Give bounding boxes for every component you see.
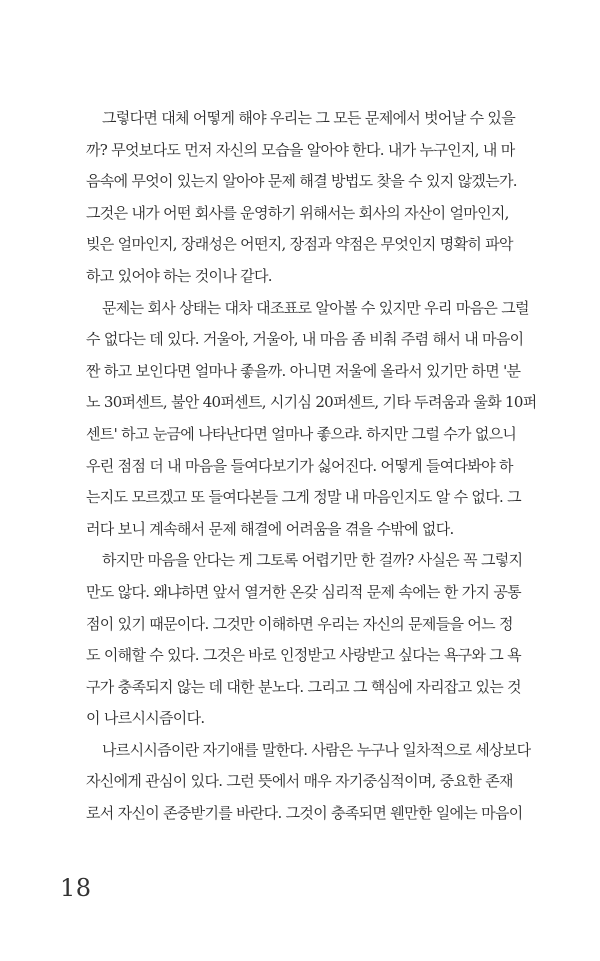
paragraph-3	[86, 545, 556, 735]
text-line: 노 30퍼센트, 불안 40퍼센트, 시기심 20퍼센트, 기타 두려움과 울화 10퍼	[86, 393, 537, 412]
text-line: 음속에 무엇이 있는지 알아야 문제 해결 방법도 찾을 수 있지 않겠는가.	[86, 172, 517, 191]
text-line: 하고 있어야 하는 것이나 같다.	[86, 266, 272, 285]
text-line: 점이 있기 때문이다. 그것만 이해하면 우리는 자신의 문제들을 어느 정	[86, 614, 513, 633]
text-line: 로서 자신이 존중받기를 바란다. 그것이 충족되면 웬만한 일에는 마음이	[86, 804, 523, 823]
text-line: 그렇다면 대체 어떻게 해야 우리는 그 모든 문제에서 벗어날 수 있을	[102, 109, 516, 127]
text-line: 도 이해할 수 있다. 그것은 바로 인정받고 사랑받고 싶다는 욕구와 그 욕	[86, 646, 521, 665]
paragraph-2	[86, 293, 556, 546]
text-line: 까? 무엇보다도 먼저 자신의 모습을 알아야 한다. 내가 누구인지, 내 마	[86, 140, 515, 159]
text-line: 문제는 회사 상태는 대차 대조표로 알아볼 수 있지만 우리 마음은 그럴	[102, 298, 529, 317]
text-line: 수 없다는 데 있다. 거울아, 거울아, 내 마음 좀 비춰 주렴 해서 내 마음이	[86, 330, 524, 349]
text-line: 빚은 얼마인지, 장래성은 어떤지, 장점과 약점은 무엇인지 명확히 파악	[86, 235, 513, 254]
text-line: 짠 하고 보인다면 얼마나 좋을까. 아니면 저울에 올라서 있기만 하면 '분	[86, 361, 521, 380]
text-line: 그것은 내가 어떤 회사를 운영하기 위해서는 회사의 자산이 얼마인지,	[86, 203, 509, 222]
text-line: 구가 충족되지 않는 데 대한 분노다. 그리고 그 핵심에 자리잡고 있는 것	[86, 677, 521, 696]
text-line: 러다 보니 계속해서 문제 해결에 어려움을 겪을 수밖에 없다.	[86, 519, 454, 538]
text-line: 는지도 모르겠고 또 들여다본들 그게 정말 내 마음인지도 알 수 없다. 그	[86, 488, 521, 507]
text-line: 나르시시즘이란 자기애를 말한다. 사람은 누구나 일차적으로 세상보다	[102, 740, 531, 759]
text-line: 이 나르시시즘이다.	[86, 709, 205, 728]
text-line: 우린 점점 더 내 마음을 들여다보기가 싫어진다. 어떻게 들여다봐야 하	[86, 456, 513, 475]
paragraph-1	[86, 103, 556, 293]
text-line: 센트' 하고 눈금에 나타난다면 얼마나 좋으랴. 하지만 그럴 수가 없으니	[86, 424, 517, 443]
body-text	[86, 103, 556, 830]
text-line: 자신에게 관심이 있다. 그런 뜻에서 매우 자기중심적이며, 중요한 존재	[86, 772, 513, 791]
text-line: 만도 않다. 왜냐하면 앞서 열거한 온갖 심리적 문제 속에는 한 가지 공통	[86, 582, 521, 601]
paragraph-4	[86, 735, 556, 830]
page-number: 18	[60, 874, 92, 902]
text-line: 하지만 마음을 안다는 게 그토록 어렵기만 한 걸까? 사실은 꼭 그렇지	[102, 551, 523, 570]
